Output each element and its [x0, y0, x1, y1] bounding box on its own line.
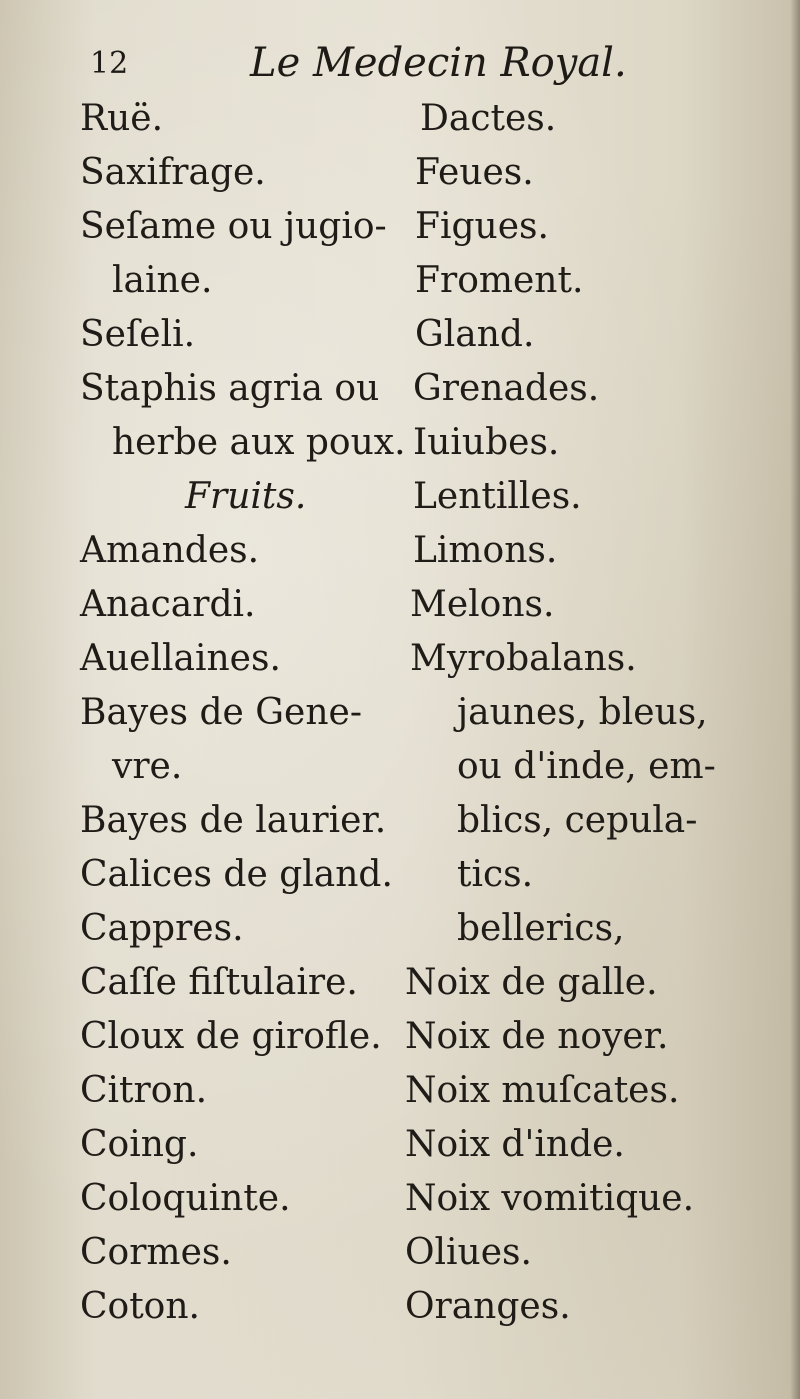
list-item: Oranges. — [405, 1286, 571, 1327]
list-item: Coing. — [80, 1124, 199, 1165]
list-item: Myrobalans. — [410, 638, 637, 679]
list-item: Dactes. — [420, 98, 557, 139]
list-item: Caſſe fiſtulaire. — [80, 962, 358, 1003]
list-item: Figues. — [415, 206, 549, 247]
list-item: Bayes de Gene- — [80, 692, 362, 733]
list-item: Seſeli. — [80, 314, 196, 355]
list-item: Noix vomitique. — [405, 1178, 695, 1219]
list-item: Froment. — [415, 260, 584, 301]
list-item: Feues. — [415, 152, 534, 193]
list-item: Cappres. — [80, 908, 244, 949]
left-column — [80, 92, 440, 1334]
list-item: Gland. — [415, 314, 535, 355]
list-item: Calices de gland. — [80, 854, 393, 895]
list-item: Bayes de laurier. — [80, 800, 387, 841]
list-item: Noix de noyer. — [405, 1016, 669, 1057]
page-edge-shadow — [790, 0, 800, 1399]
page-header — [90, 40, 627, 92]
list-item: Cormes. — [80, 1232, 232, 1273]
list-item: Oliues. — [405, 1232, 532, 1273]
list-item: ou d'inde, em- — [457, 746, 716, 787]
list-item: Iuiubes. — [413, 422, 560, 463]
list-item: Limons. — [413, 530, 558, 571]
list-item: blics, cepula- — [457, 800, 698, 841]
list-item: Coton. — [80, 1286, 200, 1327]
list-item: herbe aux poux. — [112, 422, 406, 463]
list-item: Auellaines. — [80, 638, 281, 679]
list-item: Noix muſcates. — [405, 1070, 680, 1111]
list-item: Coloquinte. — [80, 1178, 291, 1219]
list-item: Seſame ou jugio- — [80, 206, 387, 247]
list-item: Melons. — [410, 584, 555, 625]
running-title: Le Medecin Royal. — [250, 40, 627, 86]
right-column — [405, 92, 765, 1334]
list-item: jaunes, bleus, — [457, 692, 708, 733]
list-item: bellerics, — [457, 908, 625, 949]
list-item: Staphis agria ou — [80, 368, 380, 409]
list-item: Citron. — [80, 1070, 208, 1111]
section-heading: Fruits. — [185, 476, 307, 517]
list-item: laine. — [112, 260, 213, 301]
list-item: tics. — [457, 854, 534, 895]
list-item: Grenades. — [413, 368, 600, 409]
list-item: vre. — [112, 746, 183, 787]
list-item: Noix de galle. — [405, 962, 658, 1003]
list-item: Noix d'inde. — [405, 1124, 625, 1165]
list-item: Cloux de girofle. — [80, 1016, 382, 1057]
list-item: Saxifrage. — [80, 152, 266, 193]
list-item: Amandes. — [80, 530, 260, 571]
list-item: Lentilles. — [413, 476, 582, 517]
list-item: Ruë. — [80, 98, 164, 139]
list-item: Anacardi. — [80, 584, 256, 625]
page-number: 12 — [90, 46, 129, 81]
